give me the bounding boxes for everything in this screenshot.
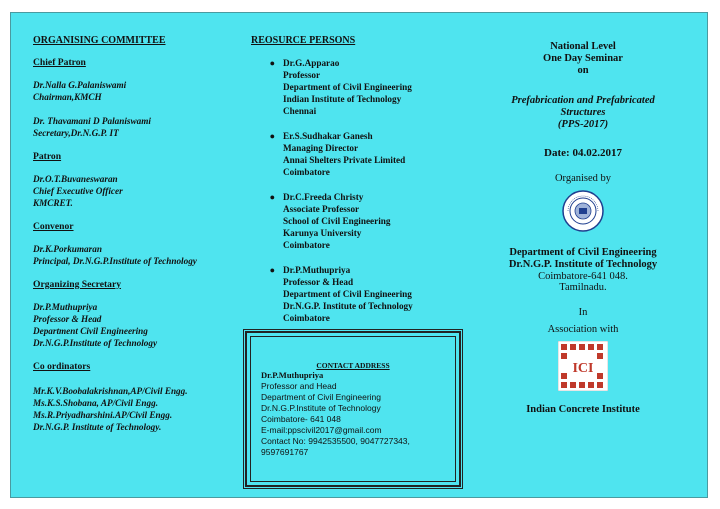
resource-person (251, 130, 466, 178)
institute-seal-icon (562, 190, 604, 232)
contact-email: E-mail:ppscivil2017@gmail.com (261, 425, 382, 435)
secretary-title: Professor & Head (33, 314, 102, 324)
ici-logo-text: ICI (572, 361, 594, 376)
patron-heading: Patron (33, 151, 62, 162)
person-city: Coimbatore (283, 313, 330, 323)
institute-name: Dr.N.G.P. Institute of Technology (508, 259, 658, 270)
patron-org: KMCRET. (33, 198, 73, 208)
secretary-heading: Organizing Secretary (33, 279, 122, 290)
bullet-icon: ● (269, 192, 275, 202)
coordinator: Mr.K.V.Boobalakrishnan,AP/Civil Engg. (33, 386, 188, 396)
seminar-code: (PPS-2017) (557, 119, 609, 130)
chief-patron-title: Secretary,Dr.N.G.P. IT (33, 128, 119, 138)
resource-person (251, 264, 466, 324)
contact-line: Department of Civil Engineering (261, 392, 382, 402)
seminar-topic: Structures (560, 107, 606, 118)
department-name: Department of Civil Engineering (509, 247, 657, 258)
convenor-heading: Convenor (33, 221, 74, 232)
person-org: Dr.N.G.P. Institute of Technology (283, 301, 413, 311)
person-dept: School of Civil Engineering (283, 216, 391, 226)
coordinator: Ms.R.Priyadharshini.AP/Civil Engg. (33, 410, 173, 420)
seminar-date: Date: 04.02.2017 (544, 147, 622, 159)
convenor-name: Dr.K.Porkumaran (33, 244, 102, 254)
seminar-panel (469, 41, 697, 416)
person-dept: Department of Civil Engineering (283, 82, 412, 92)
person-name: Er.S.Sudhakar Ganesh (283, 131, 373, 141)
association-text: Association with (547, 324, 619, 335)
organised-by: Organised by (554, 173, 612, 184)
contact-address-box (243, 329, 463, 489)
resource-person (251, 191, 466, 251)
contact-inner-frame (250, 336, 456, 482)
person-name: Dr.C.Freeda Christy (283, 192, 364, 202)
seminar-topic: Prefabrication and Prefabricated (511, 95, 655, 106)
resource-persons (251, 35, 466, 337)
seminar-on: on (577, 65, 589, 76)
contact-heading: CONTACT ADDRESS (316, 361, 390, 370)
secretary-name: Dr.P.Muthupriya (33, 302, 98, 312)
person-title: Managing Director (283, 143, 359, 153)
patron-title: Chief Executive Officer (33, 186, 123, 196)
contact-line: Coimbatore- 641 048 (261, 414, 341, 424)
resource-person (251, 57, 466, 117)
person-org: Indian Institute of Technology (283, 94, 402, 104)
secretary-org: Dr.N.G.P.Institute of Technology (33, 338, 158, 348)
coordinator: Ms.K.S.Shobana, AP/Civil Engg. (33, 398, 159, 408)
bullet-icon: ● (269, 265, 275, 275)
chief-patron-name: Dr.Nalla G.Palaniswami (33, 80, 127, 90)
coordinators-heading: Co ordinators (33, 361, 91, 372)
person-city: Chennai (283, 106, 317, 116)
contact-phone: Contact No: 9942535500, 9047727343, 9597691767 (261, 436, 410, 457)
ici-name: Indian Concrete Institute (526, 404, 640, 415)
person-city: Coimbatore (283, 240, 330, 250)
in-text: In (578, 307, 588, 318)
resource-heading: REOSURCE PERSONS (251, 35, 356, 46)
institute-city: Coimbatore-641 048. (538, 271, 628, 282)
person-title: Professor (283, 70, 321, 80)
patron-name: Dr.O.T.Buvaneswaran (33, 174, 118, 184)
bullet-icon: ● (269, 131, 275, 141)
coordinator: Dr.N.G.P. Institute of Technology. (33, 422, 162, 432)
contact-line: Professor and Head (261, 381, 337, 391)
person-city: Coimbatore (283, 167, 330, 177)
person-dept: Department of Civil Engineering (283, 289, 412, 299)
seminar-level: National Level (550, 41, 616, 52)
person-org: Karunya University (283, 228, 362, 238)
contact-name: Dr.P.Muthupriya (261, 370, 324, 380)
committee-heading: ORGANISING COMMITTEE (33, 35, 166, 46)
person-name: Dr.P.Muthupriya (283, 265, 351, 275)
contact-line: Dr.N.G.P.Institute of Technology (261, 403, 381, 413)
person-name: Dr.G.Apparao (283, 58, 340, 68)
institute-state: Tamilnadu. (559, 282, 607, 293)
person-org: Annai Shelters Private Limited (283, 155, 406, 165)
secretary-dept: Department Civil Engineering (33, 326, 148, 336)
chief-patron-title: Chairman,KMCH (33, 92, 102, 102)
person-title: Associate Professor (283, 204, 360, 214)
seminar-type: One Day Seminar (543, 53, 623, 64)
person-title: Professor & Head (283, 277, 354, 287)
bullet-icon: ● (269, 58, 275, 68)
chief-patron-name: Dr. Thavamani D Palaniswami (33, 116, 151, 126)
organising-committee (33, 35, 243, 433)
ici-logo-icon (558, 341, 608, 391)
brochure-page (10, 12, 708, 498)
chief-patron-heading: Chief Patron (33, 57, 86, 68)
convenor-title: Principal, Dr.N.G.P.Institute of Technology (33, 256, 197, 266)
